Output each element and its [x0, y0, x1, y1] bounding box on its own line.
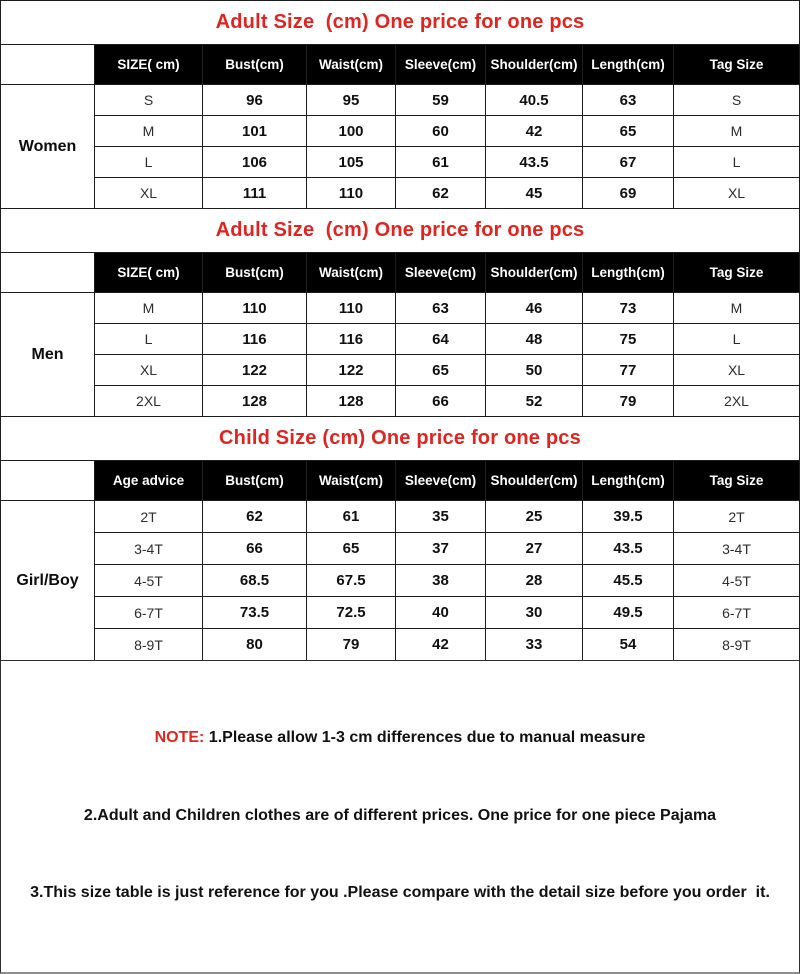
- length-cell: 49.5: [583, 597, 674, 629]
- shoulder-cell: 33: [486, 629, 583, 661]
- age-cell: 6-7T: [95, 597, 203, 629]
- tag-size-cell: 4-5T: [674, 565, 800, 597]
- sleeve-cell: 63: [396, 293, 486, 324]
- corner-cell: [1, 253, 95, 293]
- tag-size-cell: M: [674, 116, 800, 147]
- size-cell: XL: [95, 178, 203, 209]
- men-table-title: Adult Size (cm) One price for one pcs: [1, 209, 800, 253]
- tag-size-cell: M: [674, 293, 800, 324]
- shoulder-cell: 52: [486, 386, 583, 417]
- group-label-men: Men: [1, 293, 95, 417]
- age-cell: 3-4T: [95, 533, 203, 565]
- age-cell: 4-5T: [95, 565, 203, 597]
- sleeve-cell: 37: [396, 533, 486, 565]
- women-size-table: [0, 0, 800, 209]
- table-row: [1, 324, 800, 355]
- sleeve-cell: 66: [396, 386, 486, 417]
- table-row: [1, 116, 800, 147]
- bust-cell: 110: [203, 293, 307, 324]
- note-line-3: 3.This size table is just reference for you .Please compare with the detail size before you order it.: [30, 884, 770, 902]
- sleeve-cell: 60: [396, 116, 486, 147]
- table-row: [1, 85, 800, 116]
- sleeve-cell: 59: [396, 85, 486, 116]
- group-label-girl-boy: Girl/Boy: [1, 501, 95, 661]
- length-cell: 54: [583, 629, 674, 661]
- table-row: [1, 178, 800, 209]
- waist-cell: 110: [307, 293, 396, 324]
- shoulder-cell: 42: [486, 116, 583, 147]
- tag-size-cell: 3-4T: [674, 533, 800, 565]
- bust-cell: 96: [203, 85, 307, 116]
- table-row: [1, 386, 800, 417]
- shoulder-cell: 45: [486, 178, 583, 209]
- column-header-bust: Bust(cm): [203, 461, 307, 501]
- bust-cell: 111: [203, 178, 307, 209]
- waist-cell: 105: [307, 147, 396, 178]
- sleeve-cell: 35: [396, 501, 486, 533]
- group-label-women: Women: [1, 85, 95, 209]
- column-header-waist: Waist(cm): [307, 461, 396, 501]
- length-cell: 69: [583, 178, 674, 209]
- child-table-title: Child Size (cm) One price for one pcs: [1, 417, 800, 461]
- men-size-table: [0, 208, 800, 417]
- shoulder-cell: 40.5: [486, 85, 583, 116]
- shoulder-cell: 25: [486, 501, 583, 533]
- table-row: [1, 147, 800, 178]
- column-header-tag-size: Tag Size: [674, 45, 800, 85]
- bust-cell: 62: [203, 501, 307, 533]
- table-row: [1, 629, 800, 661]
- waist-cell: 100: [307, 116, 396, 147]
- note-line-2: 2.Adult and Children clothes are of different prices. One price for one piece Pajama: [83, 806, 717, 824]
- waist-cell: 110: [307, 178, 396, 209]
- note-item-1: 1.Please allow 1-3 cm differences due to manual measure: [208, 728, 646, 746]
- corner-cell: [1, 461, 95, 501]
- bust-cell: 122: [203, 355, 307, 386]
- sleeve-cell: 62: [396, 178, 486, 209]
- table-row: [1, 293, 800, 324]
- table-row: [1, 597, 800, 629]
- tag-size-cell: L: [674, 147, 800, 178]
- note-line-1: [15, 725, 785, 751]
- column-header-waist: Waist(cm): [307, 253, 396, 293]
- age-cell: 8-9T: [95, 629, 203, 661]
- child-size-table: [0, 416, 800, 661]
- length-cell: 79: [583, 386, 674, 417]
- tag-size-cell: L: [674, 324, 800, 355]
- shoulder-cell: 50: [486, 355, 583, 386]
- column-header-length: Length(cm): [583, 253, 674, 293]
- tag-size-cell: XL: [674, 355, 800, 386]
- length-cell: 65: [583, 116, 674, 147]
- waist-cell: 128: [307, 386, 396, 417]
- column-header-tag-size: Tag Size: [674, 253, 800, 293]
- column-header-sleeve: Sleeve(cm): [396, 253, 486, 293]
- length-cell: 39.5: [583, 501, 674, 533]
- length-cell: 73: [583, 293, 674, 324]
- column-header-bust: Bust(cm): [203, 253, 307, 293]
- column-header-bust: Bust(cm): [203, 45, 307, 85]
- corner-cell: [1, 45, 95, 85]
- sleeve-cell: 64: [396, 324, 486, 355]
- column-header-waist: Waist(cm): [307, 45, 396, 85]
- table-row: [1, 533, 800, 565]
- header-row: [1, 461, 800, 501]
- title-row: [1, 1, 800, 45]
- waist-cell: 67.5: [307, 565, 396, 597]
- waist-cell: 72.5: [307, 597, 396, 629]
- shoulder-cell: 48: [486, 324, 583, 355]
- tag-size-cell: XL: [674, 178, 800, 209]
- bust-cell: 73.5: [203, 597, 307, 629]
- column-header-tag-size: Tag Size: [674, 461, 800, 501]
- column-header-size: SIZE( cm): [95, 253, 203, 293]
- waist-cell: 61: [307, 501, 396, 533]
- tag-size-cell: 8-9T: [674, 629, 800, 661]
- tag-size-cell: 2T: [674, 501, 800, 533]
- shoulder-cell: 43.5: [486, 147, 583, 178]
- column-header-sleeve: Sleeve(cm): [396, 461, 486, 501]
- size-cell: M: [95, 293, 203, 324]
- table-row: [1, 501, 800, 533]
- length-cell: 77: [583, 355, 674, 386]
- bust-cell: 68.5: [203, 565, 307, 597]
- column-header-shoulder: Shoulder(cm): [486, 253, 583, 293]
- size-cell: L: [95, 324, 203, 355]
- length-cell: 63: [583, 85, 674, 116]
- length-cell: 43.5: [583, 533, 674, 565]
- bust-cell: 80: [203, 629, 307, 661]
- bust-cell: 106: [203, 147, 307, 178]
- shoulder-cell: 46: [486, 293, 583, 324]
- tag-size-cell: 2XL: [674, 386, 800, 417]
- length-cell: 67: [583, 147, 674, 178]
- sleeve-cell: 40: [396, 597, 486, 629]
- waist-cell: 116: [307, 324, 396, 355]
- sleeve-cell: 38: [396, 565, 486, 597]
- age-cell: 2T: [95, 501, 203, 533]
- column-header-sleeve: Sleeve(cm): [396, 45, 486, 85]
- title-row: [1, 209, 800, 253]
- length-cell: 45.5: [583, 565, 674, 597]
- sleeve-cell: 65: [396, 355, 486, 386]
- women-table-title: Adult Size (cm) One price for one pcs: [1, 1, 800, 45]
- sleeve-cell: 61: [396, 147, 486, 178]
- size-cell: M: [95, 116, 203, 147]
- tag-size-cell: 6-7T: [674, 597, 800, 629]
- bust-cell: 101: [203, 116, 307, 147]
- waist-cell: 122: [307, 355, 396, 386]
- column-header-length: Length(cm): [583, 461, 674, 501]
- shoulder-cell: 30: [486, 597, 583, 629]
- waist-cell: 79: [307, 629, 396, 661]
- column-header-length: Length(cm): [583, 45, 674, 85]
- note-label: NOTE:: [154, 728, 205, 746]
- title-row: [1, 417, 800, 461]
- size-cell: XL: [95, 355, 203, 386]
- column-header-shoulder: Shoulder(cm): [486, 461, 583, 501]
- header-row: [1, 45, 800, 85]
- sleeve-cell: 42: [396, 629, 486, 661]
- header-row: [1, 253, 800, 293]
- table-row: [1, 565, 800, 597]
- waist-cell: 65: [307, 533, 396, 565]
- bust-cell: 128: [203, 386, 307, 417]
- column-header-shoulder: Shoulder(cm): [486, 45, 583, 85]
- column-header-age-advice: Age advice: [95, 461, 203, 501]
- tag-size-cell: S: [674, 85, 800, 116]
- note-box: [0, 660, 800, 974]
- column-header-size: SIZE( cm): [95, 45, 203, 85]
- size-cell: L: [95, 147, 203, 178]
- shoulder-cell: 27: [486, 533, 583, 565]
- shoulder-cell: 28: [486, 565, 583, 597]
- table-row: [1, 355, 800, 386]
- size-cell: 2XL: [95, 386, 203, 417]
- bust-cell: 66: [203, 533, 307, 565]
- bust-cell: 116: [203, 324, 307, 355]
- waist-cell: 95: [307, 85, 396, 116]
- size-cell: S: [95, 85, 203, 116]
- length-cell: 75: [583, 324, 674, 355]
